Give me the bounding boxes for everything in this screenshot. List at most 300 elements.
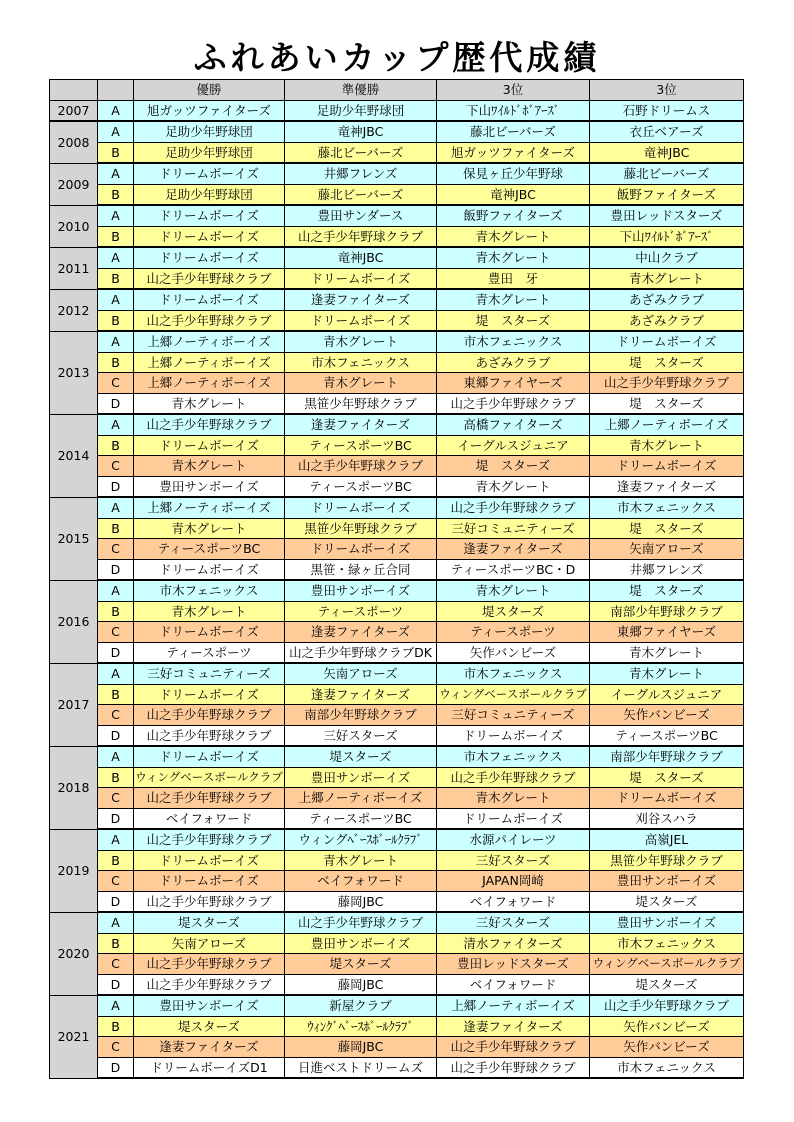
year-cell: 2021 [50,995,98,1078]
third-place-cell: 市木フェニックス [590,933,744,954]
third-place-cell: 堤スターズ [590,891,744,912]
third-place-cell: 豊田レッドスターズ [590,205,744,226]
third-place-cell: 山之手少年野球クラブ [437,393,590,414]
division-cell: B [98,933,134,954]
year-cell: 2012 [50,289,98,331]
runner-up-cell: 黒笹少年野球クラブ [285,518,437,539]
division-cell: A [98,414,134,435]
third-place-cell: 堤 スターズ [437,456,590,477]
table-row [50,100,744,121]
table-row [50,1016,744,1037]
division-cell: D [98,393,134,414]
runner-up-cell: 上郷ノーティボーイズ [285,788,437,809]
champion-cell: ドリームボーイズ [134,205,285,226]
table-row [50,476,744,497]
third-place-cell: 南部少年野球クラブ [590,746,744,767]
champion-cell: 旭ガッツファイターズ [134,100,285,121]
table-row [50,850,744,871]
third-place-cell: 上郷ノーティボーイズ [590,414,744,435]
third-place-cell: 山之手少年野球クラブ [437,497,590,518]
champion-cell: ベイフォワード [134,808,285,829]
champion-cell: ドリームボーイズ [134,622,285,643]
division-cell: B [98,226,134,247]
division-cell: C [98,456,134,477]
runner-up-cell: ドリームボーイズ [285,539,437,560]
table-row [50,705,744,726]
third-place-cell: ドリームボーイズ [590,331,744,352]
third-place-cell: 市木フェニックス [590,497,744,518]
runner-up-cell: 逢妻ファイターズ [285,684,437,705]
table-row [50,725,744,746]
year-cell: 2008 [50,121,98,163]
third-place-cell: あざみクラブ [437,352,590,373]
third-place-cell: 南部少年野球クラブ [590,601,744,622]
table-row [50,601,744,622]
table-row [50,642,744,663]
division-cell: A [98,746,134,767]
table-row [50,497,744,518]
table-row [50,226,744,247]
champion-cell: ドリームボーイズ [134,289,285,310]
runner-up-cell: 山之手少年野球クラブ [285,912,437,933]
third-place-cell: 豊田サンボーイズ [590,912,744,933]
third-place-cell: 逢妻ファイターズ [437,1016,590,1037]
table-row [50,663,744,684]
third-place-cell: 中山クラブ [590,247,744,268]
division-cell: D [98,476,134,497]
third-place-cell: 堤 スターズ [437,310,590,331]
third-place-cell: JAPAN岡崎 [437,871,590,892]
champion-cell: ドリームボーイズ [134,247,285,268]
runner-up-cell: 山之手少年野球クラブ [285,226,437,247]
header-year [50,80,98,101]
division-cell: A [98,331,134,352]
table-row [50,580,744,601]
year-cell: 2007 [50,100,98,121]
division-cell: A [98,205,134,226]
runner-up-cell: 藤北ビーバーズ [285,142,437,163]
third-place-cell: 清水ファイターズ [437,933,590,954]
third-place-cell: ティースポーツ [437,622,590,643]
division-cell: C [98,871,134,892]
third-place-cell: 青木グレート [590,435,744,456]
third-place-cell: 山之手少年野球クラブ [437,1037,590,1058]
table-row [50,788,744,809]
champion-cell: ドリームボーイズ [134,871,285,892]
division-cell: A [98,497,134,518]
third-place-cell: 堤スターズ [590,974,744,995]
runner-up-cell: 南部少年野球クラブ [285,705,437,726]
third-place-cell: 青木グレート [437,580,590,601]
runner-up-cell: 堤スターズ [285,746,437,767]
champion-cell: 青木グレート [134,518,285,539]
table-row [50,933,744,954]
third-place-cell: ドリームボーイズ [437,808,590,829]
third-place-cell: 矢作バンビーズ [437,642,590,663]
year-cell: 2019 [50,829,98,912]
third-place-cell: ウィングベースボールクラブ [590,954,744,975]
third-place-cell: 竜神JBC [437,184,590,205]
third-place-cell: 矢作バンビーズ [590,1037,744,1058]
table-row [50,310,744,331]
table-row [50,974,744,995]
champion-cell: 堤スターズ [134,1016,285,1037]
year-cell: 2009 [50,163,98,205]
division-cell: B [98,268,134,289]
table-row [50,954,744,975]
third-place-cell: 東郷ファイヤーズ [590,622,744,643]
runner-up-cell: 逢妻ファイターズ [285,289,437,310]
table-row [50,393,744,414]
year-cell: 2020 [50,912,98,995]
division-cell: A [98,663,134,684]
runner-up-cell: 竜神JBC [285,247,437,268]
champion-cell: ティースポーツBC [134,539,285,560]
division-cell: B [98,850,134,871]
third-place-cell: 石野ドリームス [590,100,744,121]
division-cell: C [98,705,134,726]
year-cell: 2017 [50,663,98,746]
runner-up-cell: 豊田サンダース [285,205,437,226]
champion-cell: 上郷ノーティボーイズ [134,373,285,394]
division-cell: A [98,289,134,310]
year-cell: 2011 [50,247,98,289]
runner-up-cell: 井郷フレンズ [285,163,437,184]
runner-up-cell: 矢南アローズ [285,663,437,684]
third-place-cell: 豊田レッドスターズ [437,954,590,975]
champion-cell: 山之手少年野球クラブ [134,954,285,975]
third-place-cell: ティースポーツBC [590,725,744,746]
runner-up-cell: 黒笹・緑ヶ丘合同 [285,559,437,580]
champion-cell: ドリームボーイズ [134,226,285,247]
champion-cell: ドリームボーイズD1 [134,1057,285,1078]
champion-cell: 足助少年野球団 [134,142,285,163]
runner-up-cell: 豊田サンボーイズ [285,933,437,954]
third-place-cell: 矢南アローズ [590,539,744,560]
table-row [50,518,744,539]
third-place-cell: ベイフォワード [437,891,590,912]
division-cell: D [98,725,134,746]
third-place-cell: 豊田 牙 [437,268,590,289]
runner-up-cell: 藤北ビーバーズ [285,184,437,205]
champion-cell: 山之手少年野球クラブ [134,788,285,809]
champion-cell: 豊田サンボーイズ [134,995,285,1016]
division-cell: B [98,1016,134,1037]
table-row [50,559,744,580]
table-row [50,891,744,912]
champion-cell: ドリームボーイズ [134,850,285,871]
champion-cell: ドリームボーイズ [134,684,285,705]
runner-up-cell: 逢妻ファイターズ [285,414,437,435]
division-cell: B [98,184,134,205]
third-place-cell: 青木グレート [437,476,590,497]
champion-cell: 山之手少年野球クラブ [134,705,285,726]
champion-cell: 山之手少年野球クラブ [134,310,285,331]
champion-cell: 豊田サンボーイズ [134,476,285,497]
division-cell: C [98,373,134,394]
table-row [50,289,744,310]
table-row [50,205,744,226]
third-place-cell: ティースポーツBC・D [437,559,590,580]
third-place-cell: イーグルスジュニア [437,435,590,456]
runner-up-cell: 黒笹少年野球クラブ [285,393,437,414]
runner-up-cell: 青木グレート [285,850,437,871]
third-place-cell: イーグルスジュニア [590,684,744,705]
third-place-cell: 三好コミュニティーズ [437,705,590,726]
third-place-cell: ドリームボーイズ [590,788,744,809]
champion-cell: 青木グレート [134,393,285,414]
division-cell: A [98,100,134,121]
header-third-place-2: 3位 [590,80,744,101]
third-place-cell: 市木フェニックス [437,663,590,684]
runner-up-cell: 藤岡JBC [285,974,437,995]
third-place-cell: 三好スターズ [437,912,590,933]
third-place-cell: ドリームボーイズ [437,725,590,746]
table-row [50,163,744,184]
third-place-cell: 高橋ファイターズ [437,414,590,435]
runner-up-cell: 青木グレート [285,331,437,352]
header-champion: 優勝 [134,80,285,101]
runner-up-cell: ｳｨﾝｸﾞﾍﾞｰｽﾎﾞｰﾙｸﾗﾌﾞ [285,1016,437,1037]
table-row [50,808,744,829]
third-place-cell: 上郷ノーティボーイズ [437,995,590,1016]
runner-up-cell: 逢妻ファイターズ [285,622,437,643]
champion-cell: ウィングベースボールクラブ [134,767,285,788]
champion-cell: 山之手少年野球クラブ [134,891,285,912]
page-title: ふれあいカップ歴代成績 [193,38,601,77]
third-place-cell: 青木グレート [590,663,744,684]
runner-up-cell: 日進ベストドリームズ [285,1057,437,1078]
third-place-cell: 青木グレート [437,247,590,268]
table-row [50,746,744,767]
champion-cell: ティースポーツ [134,642,285,663]
third-place-cell: ベイフォワード [437,974,590,995]
third-place-cell: 飯野ファイターズ [590,184,744,205]
champion-cell: 山之手少年野球クラブ [134,974,285,995]
runner-up-cell: ウィングﾍﾞｰｽﾎﾞｰﾙｸﾗﾌﾞ [285,829,437,850]
champion-cell: 足助少年野球団 [134,121,285,142]
third-place-cell: 山之手少年野球クラブ [437,767,590,788]
champion-cell: 堤スターズ [134,912,285,933]
division-cell: B [98,601,134,622]
division-cell: A [98,912,134,933]
division-cell: C [98,1037,134,1058]
third-place-cell: 堤 スターズ [590,767,744,788]
year-cell: 2010 [50,205,98,247]
third-place-cell: 堤スターズ [437,601,590,622]
third-place-cell: 井郷フレンズ [590,559,744,580]
runner-up-cell: ドリームボーイズ [285,268,437,289]
third-place-cell: ドリームボーイズ [590,456,744,477]
runner-up-cell: 藤岡JBC [285,891,437,912]
division-cell: A [98,580,134,601]
header-runner-up: 準優勝 [285,80,437,101]
champion-cell: 山之手少年野球クラブ [134,414,285,435]
year-cell: 2018 [50,746,98,829]
runner-up-cell: ドリームボーイズ [285,497,437,518]
third-place-cell: 水源パイレーツ [437,829,590,850]
champion-cell: ドリームボーイズ [134,163,285,184]
runner-up-cell: 三好スターズ [285,725,437,746]
third-place-cell: 矢作バンビーズ [590,1016,744,1037]
runner-up-cell: ティースポーツBC [285,808,437,829]
division-cell: C [98,788,134,809]
champion-cell: 山之手少年野球クラブ [134,725,285,746]
champion-cell: 山之手少年野球クラブ [134,829,285,850]
runner-up-cell: 市木フェニックス [285,352,437,373]
third-place-cell: あざみクラブ [590,289,744,310]
division-cell: A [98,121,134,142]
table-row [50,331,744,352]
third-place-cell: 下山ﾜｲﾙﾄﾞﾎﾞｱｰｽﾞ [437,100,590,121]
division-cell: B [98,435,134,456]
third-place-cell: 衣丘ベアーズ [590,121,744,142]
division-cell: A [98,247,134,268]
champion-cell: 上郷ノーティボーイズ [134,352,285,373]
division-cell: D [98,559,134,580]
third-place-cell: 豊田サンボーイズ [590,871,744,892]
table-row [50,373,744,394]
runner-up-cell: 豊田サンボーイズ [285,580,437,601]
third-place-cell: 三好コミュニティーズ [437,518,590,539]
third-place-cell: 青木グレート [590,642,744,663]
third-place-cell: 高嶺JEL [590,829,744,850]
third-place-cell: 青木グレート [437,226,590,247]
runner-up-cell: ドリームボーイズ [285,310,437,331]
table-row [50,871,744,892]
division-cell: B [98,352,134,373]
third-place-cell: 矢作バンビーズ [590,705,744,726]
third-place-cell: 市木フェニックス [590,1057,744,1078]
division-cell: B [98,767,134,788]
third-place-cell: あざみクラブ [590,310,744,331]
third-place-cell: 堤 スターズ [590,393,744,414]
runner-up-cell: 山之手少年野球クラブ [285,456,437,477]
table-row [50,684,744,705]
header-row [50,80,744,101]
year-cell: 2015 [50,497,98,580]
runner-up-cell: 新屋クラブ [285,995,437,1016]
table-row [50,414,744,435]
year-cell: 2016 [50,580,98,663]
champion-cell: 上郷ノーティボーイズ [134,497,285,518]
champion-cell: 足助少年野球団 [134,184,285,205]
third-place-cell: 逢妻ファイターズ [437,539,590,560]
third-place-cell: 逢妻ファイターズ [590,476,744,497]
table-row [50,456,744,477]
third-place-cell: 山之手少年野球クラブ [590,995,744,1016]
results-table [49,79,744,1079]
runner-up-cell: ティースポーツBC [285,476,437,497]
third-place-cell: 市木フェニックス [437,331,590,352]
champion-cell: 矢南アローズ [134,933,285,954]
table-row [50,539,744,560]
division-cell: B [98,142,134,163]
third-place-cell: 旭ガッツファイターズ [437,142,590,163]
division-cell: B [98,310,134,331]
third-place-cell: 青木グレート [437,788,590,809]
third-place-cell: 藤北ビーバーズ [590,163,744,184]
division-cell: D [98,808,134,829]
table-row [50,142,744,163]
division-cell: D [98,891,134,912]
division-cell: C [98,539,134,560]
runner-up-cell: 足助少年野球団 [285,100,437,121]
division-cell: B [98,684,134,705]
third-place-cell: 堤 スターズ [590,352,744,373]
runner-up-cell: 堤スターズ [285,954,437,975]
division-cell: B [98,518,134,539]
division-cell: D [98,642,134,663]
champion-cell: 逢妻ファイターズ [134,1037,285,1058]
third-place-cell: 黒笹少年野球クラブ [590,850,744,871]
third-place-cell: 飯野ファイターズ [437,205,590,226]
third-place-cell: 堤 スターズ [590,580,744,601]
table-row [50,435,744,456]
runner-up-cell: 青木グレート [285,373,437,394]
division-cell: D [98,1057,134,1078]
runner-up-cell: 山之手少年野球クラブDK [285,642,437,663]
third-place-cell: 藤北ビーバーズ [437,121,590,142]
header-third-place-1: 3位 [437,80,590,101]
third-place-cell: ウィングベースボールクラブ [437,684,590,705]
champion-cell: ドリームボーイズ [134,559,285,580]
champion-cell: ドリームボーイズ [134,435,285,456]
runner-up-cell: 藤岡JBC [285,1037,437,1058]
third-place-cell: 山之手少年野球クラブ [590,373,744,394]
table-row [50,352,744,373]
header-division [98,80,134,101]
champion-cell: 市木フェニックス [134,580,285,601]
third-place-cell: 青木グレート [437,289,590,310]
runner-up-cell: ベイフォワード [285,871,437,892]
table-row [50,268,744,289]
runner-up-cell: 竜神JBC [285,121,437,142]
division-cell: A [98,829,134,850]
table-row [50,829,744,850]
table-row [50,1057,744,1078]
table-row [50,995,744,1016]
table-row [50,622,744,643]
third-place-cell: 下山ﾜｲﾙﾄﾞﾎﾞｱｰｽﾞ [590,226,744,247]
table-row [50,247,744,268]
third-place-cell: 堤 スターズ [590,518,744,539]
champion-cell: 三好コミュニティーズ [134,663,285,684]
third-place-cell: 刈谷スハラ [590,808,744,829]
third-place-cell: 保見ヶ丘少年野球 [437,163,590,184]
division-cell: A [98,995,134,1016]
champion-cell: 上郷ノーティボーイズ [134,331,285,352]
runner-up-cell: 豊田サンボーイズ [285,767,437,788]
table-row [50,912,744,933]
champion-cell: ドリームボーイズ [134,746,285,767]
champion-cell: 山之手少年野球クラブ [134,268,285,289]
champion-cell: 青木グレート [134,601,285,622]
champion-cell: 青木グレート [134,456,285,477]
third-place-cell: 市木フェニックス [437,746,590,767]
third-place-cell: 青木グレート [590,268,744,289]
division-cell: C [98,622,134,643]
third-place-cell: 山之手少年野球クラブ [437,1057,590,1078]
third-place-cell: 竜神JBC [590,142,744,163]
table-row [50,184,744,205]
table-row [50,121,744,142]
division-cell: A [98,163,134,184]
results-body [50,100,744,1078]
year-cell: 2014 [50,414,98,497]
division-cell: C [98,954,134,975]
runner-up-cell: ティースポーツ [285,601,437,622]
